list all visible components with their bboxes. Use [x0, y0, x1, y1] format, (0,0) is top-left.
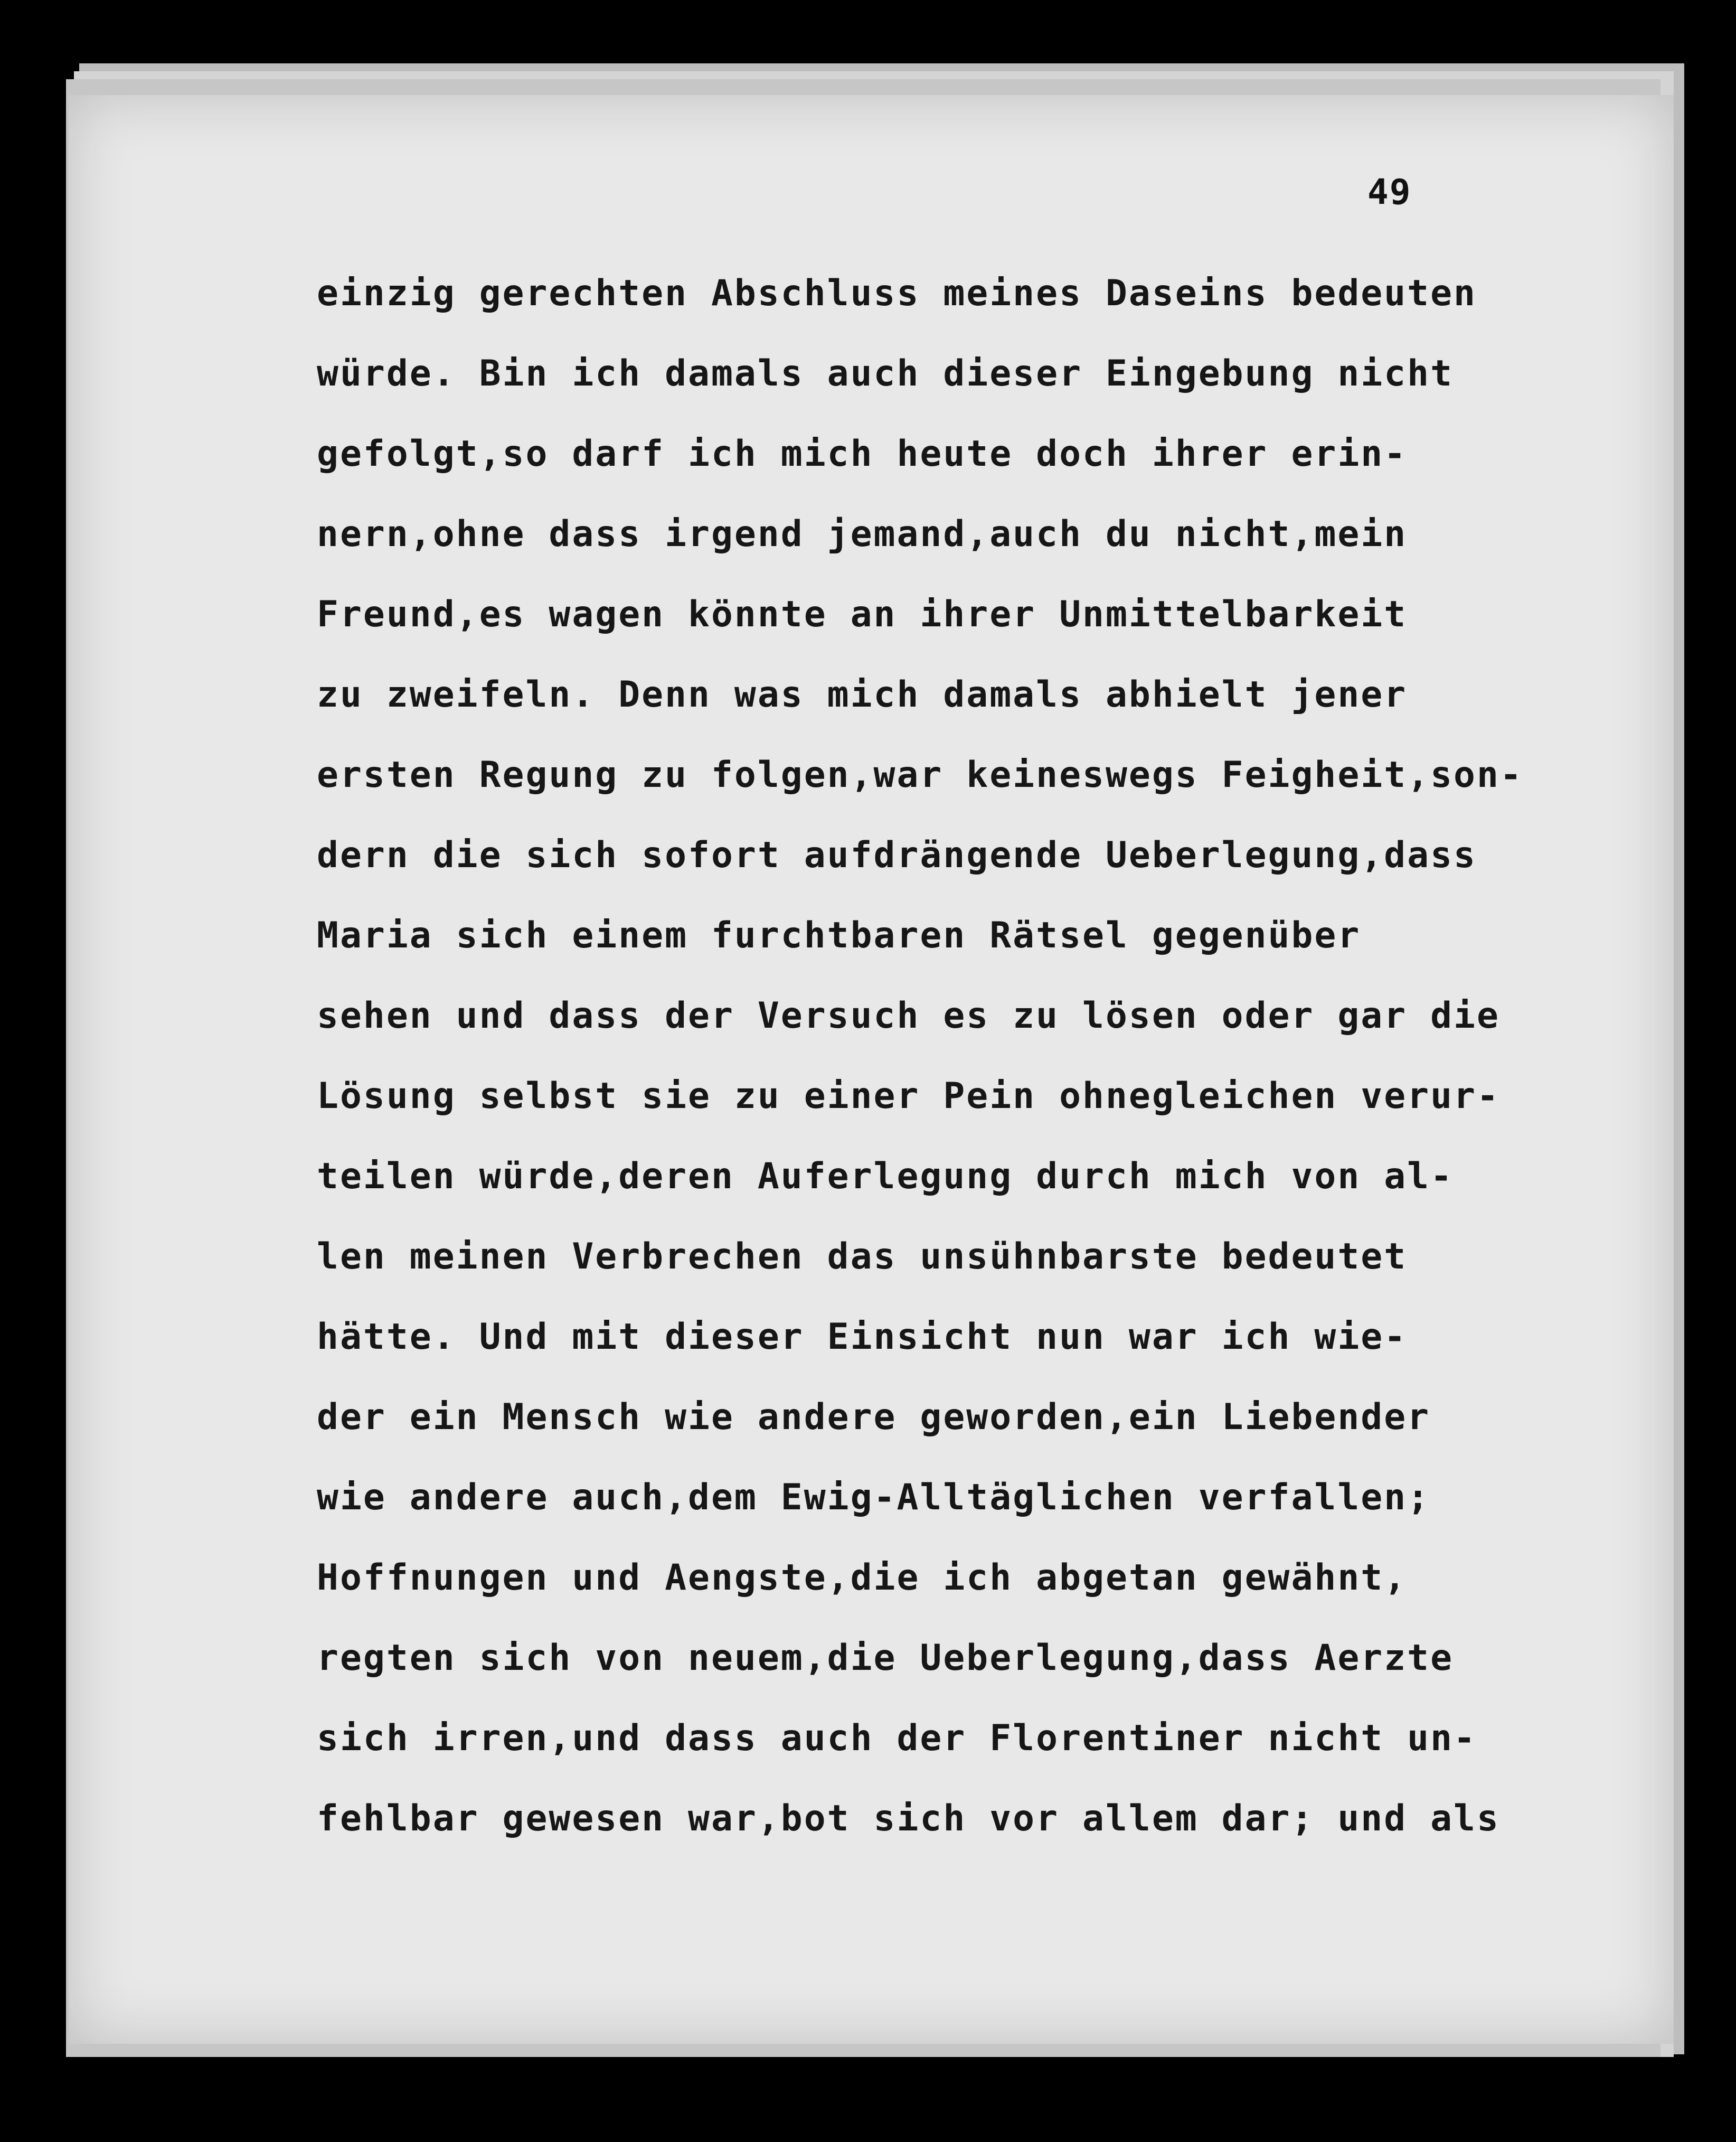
text-line: Maria sich einem furchtbaren Rätsel gegenüber: [317, 915, 1361, 956]
body-text: [317, 253, 1584, 1859]
text-line: fehlbar gewesen war,bot sich vor allem dar; und als: [317, 1798, 1500, 1839]
text-line: zu zweifeln. Denn was mich damals abhielt jener: [317, 674, 1408, 716]
page-number: 49: [1367, 172, 1412, 212]
text-line: wie andere auch,dem Ewig-Alltäglichen verfallen;: [317, 1477, 1431, 1518]
text-line: sehen und dass der Versuch es zu lösen oder gar die: [317, 995, 1500, 1037]
text-line: ersten Regung zu folgen,war keineswegs Feigheit,son-: [317, 754, 1523, 796]
text-line: regten sich von neuem,die Ueberlegung,dass Aerzte: [317, 1637, 1454, 1679]
text-line: len meinen Verbrechen das unsühnbarste bedeutet: [317, 1236, 1408, 1277]
text-line: nern,ohne dass irgend jemand,auch du nicht,mein: [317, 513, 1408, 555]
text-line: der ein Mensch wie andere geworden,ein Liebender: [317, 1396, 1431, 1438]
text-line: Lösung selbst sie zu einer Pein ohnegleichen verur-: [317, 1075, 1500, 1117]
text-line: sich irren,und dass auch der Florentiner nicht un-: [317, 1717, 1477, 1759]
text-line: würde. Bin ich damals auch dieser Eingebung nicht: [317, 353, 1454, 394]
text-line: dern die sich sofort aufdrängende Ueberlegung,dass: [317, 834, 1477, 876]
text-line: hätte. Und mit dieser Einsicht nun war ich wie-: [317, 1316, 1408, 1358]
text-line: Freund,es wagen könnte an ihrer Unmittelbarkeit: [317, 594, 1408, 635]
text-line: teilen würde,deren Auferlegung durch mich von al-: [317, 1155, 1454, 1197]
text-line: Hoffnungen und Aengste,die ich abgetan gewähnt,: [317, 1557, 1408, 1599]
text-line: gefolgt,so darf ich mich heute doch ihrer erin-: [317, 433, 1408, 475]
text-line: einzig gerechten Abschluss meines Daseins bedeuten: [317, 273, 1477, 314]
